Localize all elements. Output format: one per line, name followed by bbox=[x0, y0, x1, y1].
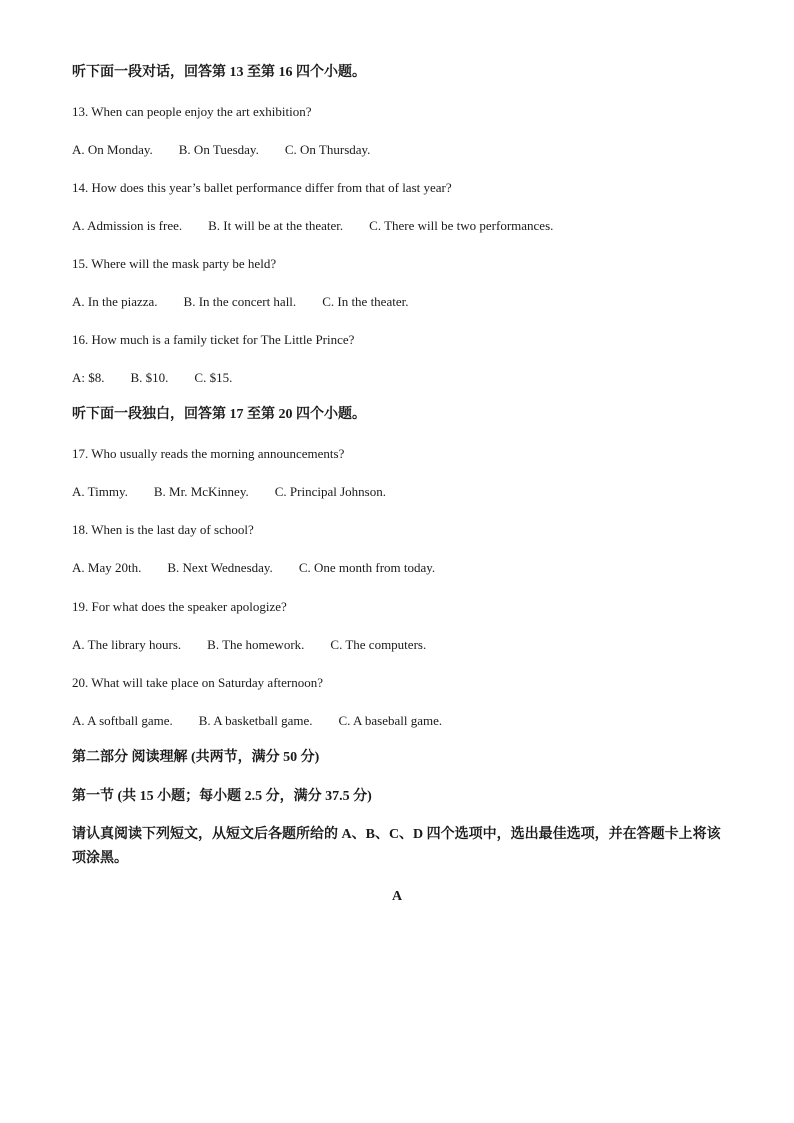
question-20: 20. What will take place on Saturday afternoon? bbox=[72, 675, 324, 690]
option-a: A. On Monday. bbox=[72, 142, 153, 157]
option-a: A. In the piazza. bbox=[72, 294, 158, 309]
option-b: B. Mr. McKinney. bbox=[153, 484, 249, 499]
options-15 bbox=[72, 294, 434, 310]
option-b: B. $10. bbox=[130, 370, 169, 385]
option-c: C. $15. bbox=[194, 370, 233, 385]
option-c: C. A baseball game. bbox=[338, 713, 443, 728]
options-17 bbox=[72, 484, 412, 500]
options-19 bbox=[72, 637, 452, 653]
options-13 bbox=[72, 142, 396, 158]
question-19: 19. For what does the speaker apologize? bbox=[72, 599, 287, 614]
option-c: C. One month from today. bbox=[298, 560, 436, 575]
option-a: A. A softball game. bbox=[72, 713, 173, 728]
option-a: A. May 20th. bbox=[72, 560, 142, 575]
section-heading-17-20: 听下面一段独白，回答第 17 至第 20 四个小题。 bbox=[72, 407, 366, 422]
options-18 bbox=[72, 560, 461, 576]
question-17: 17. Who usually reads the morning announcements? bbox=[72, 446, 345, 461]
option-a: A. Timmy. bbox=[72, 484, 128, 499]
option-b: B. The homework. bbox=[207, 637, 305, 652]
part2-instruction: 请认真阅读下列短文，从短文后各题所给的 A、B、C、D 四个选项中，选出最佳选项，并在答题卡上将该项涂黑。 bbox=[72, 827, 721, 866]
question-13: 13. When can people enjoy the art exhibition? bbox=[72, 104, 312, 119]
option-a: A: $8. bbox=[72, 370, 105, 385]
option-b: B. On Tuesday. bbox=[178, 142, 259, 157]
question-16: 16. How much is a family ticket for The Little Prince? bbox=[72, 332, 355, 347]
options-20 bbox=[72, 713, 468, 729]
option-a: A. The library hours. bbox=[72, 637, 182, 652]
question-14: 14. How does this year’s ballet performance differ from that of last year? bbox=[72, 180, 452, 195]
options-16 bbox=[72, 370, 258, 386]
option-c: C. There will be two performances. bbox=[369, 218, 554, 233]
option-b: B. In the concert hall. bbox=[183, 294, 297, 309]
option-c: C. The computers. bbox=[330, 637, 427, 652]
question-18: 18. When is the last day of school? bbox=[72, 522, 254, 537]
options-14 bbox=[72, 218, 579, 234]
option-c: C. On Thursday. bbox=[284, 142, 371, 157]
option-b: B. Next Wednesday. bbox=[167, 560, 273, 575]
part2-subtitle: 第一节 (共 15 小题；每小题 2.5 分，满分 37.5 分) bbox=[72, 789, 372, 804]
question-15: 15. Where will the mask party be held? bbox=[72, 256, 277, 271]
option-a: A. Admission is free. bbox=[72, 218, 183, 233]
section-heading-13-16: 听下面一段对话，回答第 13 至第 16 四个小题。 bbox=[72, 65, 366, 80]
option-c: C. In the theater. bbox=[322, 294, 409, 309]
option-b: B. It will be at the theater. bbox=[208, 218, 344, 233]
part2-title: 第二部分 阅读理解 (共两节，满分 50 分) bbox=[72, 750, 320, 765]
option-b: B. A basketball game. bbox=[198, 713, 313, 728]
option-c: C. Principal Johnson. bbox=[274, 484, 386, 499]
passage-label: A bbox=[391, 889, 403, 904]
